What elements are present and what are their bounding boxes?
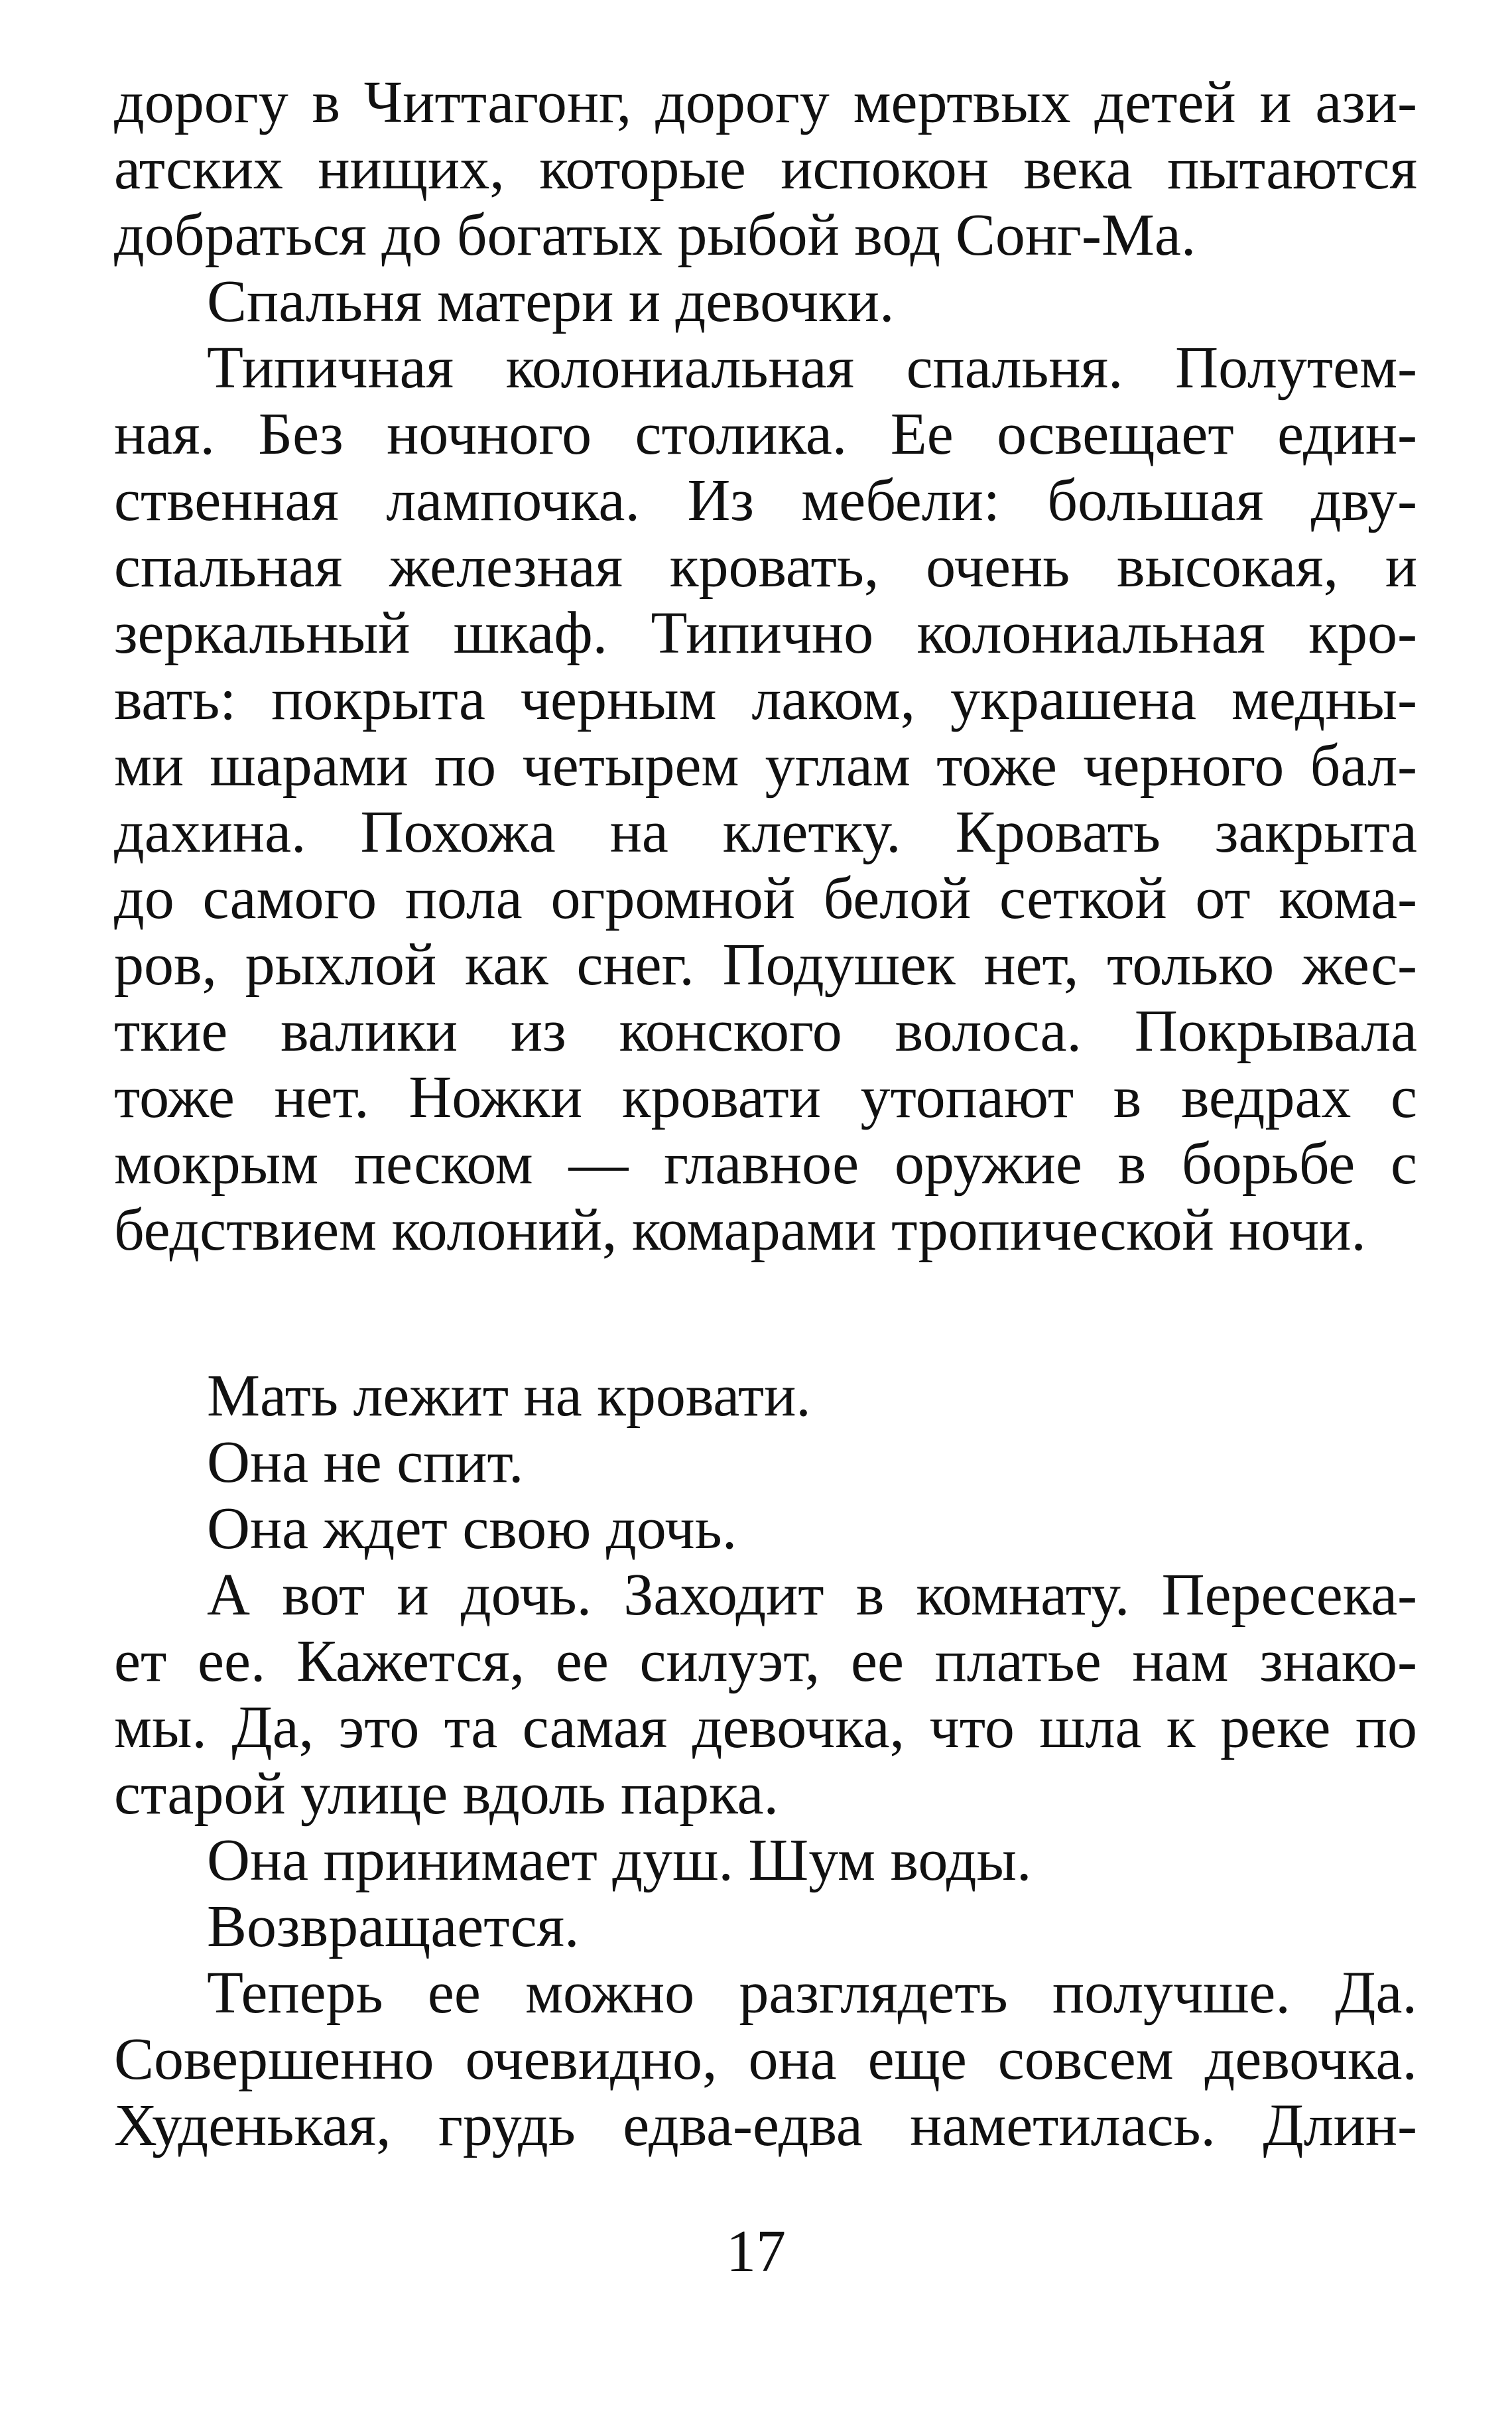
text-line: ров, рыхлой как снег. Подушек нет, только жес- <box>114 932 1417 998</box>
text-line: добраться до богатых рыбой вод Сонг-Ма. <box>114 202 1196 268</box>
text-line: тоже нет. Ножки кровати утопают в ведрах с <box>114 1065 1417 1130</box>
text-line: ткие валики из конского волоса. Покрывала <box>114 998 1417 1064</box>
text-line: Худенькая, грудь едва-едва наметилась. Длин- <box>114 2093 1417 2158</box>
text-line: до самого пола огромной белой сеткой от кома- <box>114 866 1417 931</box>
text-line: мы. Да, это та самая девочка, что шла к реке по <box>114 1695 1417 1760</box>
text-line: А вот и дочь. Заходит в комнату. Пересека- <box>207 1562 1417 1628</box>
text-line: ная. Без ночного столика. Ее освещает един- <box>114 401 1417 467</box>
text-line: спальная железная кровать, очень высокая, и <box>114 534 1417 600</box>
text-line: бедствием колоний, комарами тропической ночи. <box>114 1197 1366 1263</box>
text-line: ет ее. Кажется, ее силуэт, ее платье нам знако- <box>114 1628 1417 1694</box>
text-line: Она принимает душ. Шум воды. <box>207 1827 1032 1893</box>
text-line: мокрым песком — главное оружие в борьбе с <box>114 1131 1417 1197</box>
text-line: ми шарами по четырем углам тоже черного бал- <box>114 733 1417 799</box>
text-line: вать: покрыта черным лаком, украшена медны- <box>114 667 1417 732</box>
text-line: ственная лампочка. Из мебели: большая дву- <box>114 468 1417 533</box>
text-line: дорогу в Читтагонг, дорогу мертвых детей и ази- <box>114 70 1417 135</box>
text-line: Возвращается. <box>207 1894 580 1959</box>
text-line: Мать лежит на кровати. <box>207 1363 811 1429</box>
text-line: зеркальный шкаф. Типично колониальная кро- <box>114 600 1417 666</box>
text-line: Теперь ее можно разглядеть получше. Да. <box>207 1960 1417 2026</box>
text-line: Она не спит. <box>207 1429 524 1495</box>
text-line: Она ждет свою дочь. <box>207 1496 737 1561</box>
text-line: старой улице вдоль парка. <box>114 1761 779 1827</box>
text-line: Спальня матери и девочки. <box>207 269 895 334</box>
page-number: 17 <box>726 2219 786 2284</box>
text-line: атских нищих, которые испокон века пытаются <box>114 136 1417 202</box>
text-line: Типичная колониальная спальня. Полутем- <box>207 335 1417 401</box>
text-line: дахина. Похожа на клетку. Кровать закрыта <box>114 799 1417 865</box>
text-line: Совершенно очевидно, она еще совсем девочка. <box>114 2026 1417 2092</box>
